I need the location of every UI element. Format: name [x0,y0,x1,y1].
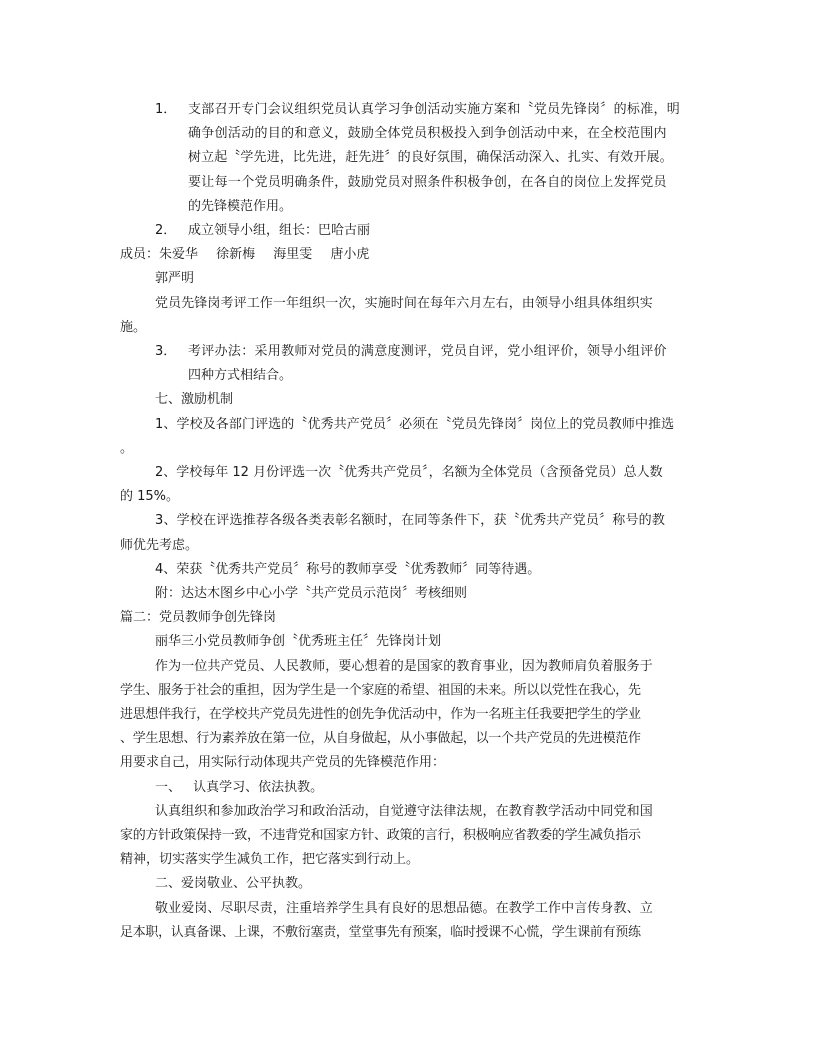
section-heading: 一、 认真学习、依法执教。 [155,780,324,795]
text-line: 考评办法：采用教师对党员的满意度测评，党员自评，党小组评价，领导小组评价 [188,344,667,359]
text-line: 家的方针政策保持一致，不违背党和国家方针、政策的言行，积极响应省教委的学生减负指示 [120,828,641,843]
text-line: 2、学校每年 12 月份评选一次〝优秀共产党员〞，名额为全体党员（含预备党员）总人数 [155,465,663,480]
text-line: 的先锋模范作用。 [188,199,293,214]
text-line: 的 15%。 [120,489,180,504]
text-line: 成员：朱爱华 徐新梅 海里雯 唐小虎 [120,247,370,262]
list-number-1: 1． [155,102,177,117]
list-number-3: 3． [155,344,177,359]
text-line: 确争创活动的目的和意义，鼓励全体党员积极投入到争创活动中来，在全校范围内 [188,126,667,141]
text-line: 要让每一个党员明确条件，鼓励党员对照条件积极争创，在各自的岗位上发挥党员 [188,175,667,190]
text-line: 成立领导小组，组长：巴哈古丽 [188,223,371,238]
text-line: 、学生思想、行为素养放在第一位，从自身做起，从小事做起，以一个共产党员的先进模范作 [120,731,641,746]
text-line: 学生、服务于社会的重担，因为学生是一个家庭的希望、祖国的未来。所以以党性在我心，先 [120,683,641,698]
text-line: 附：达达木图乡中心小学〝共产党员示范岗〞考核细则 [155,586,468,601]
text-line: 施。 [120,320,147,335]
text-line: 师优先考虑。 [120,538,199,553]
section-heading: 二、爱岗敬业、公平执教。 [155,876,312,891]
text-line: 足本职，认真备课、上课，不敷衍塞责，堂堂事先有预案，临时授课不心慌，学生课前有预练 [120,925,641,940]
list-number-2: 2． [155,223,177,238]
text-line: 支部召开专门会议组织党员认真学习争创活动实施方案和〝党员先锋岗〞的标准，明 [188,102,681,117]
text-line: 。 [120,441,134,456]
text-line: 党员先锋岗考评工作一年组织一次，实施时间在每年六月左右，由领导小组具体组织实 [155,296,653,311]
text-line: 3、学校在评选推荐各级各类表彰名额时，在同等条件下，获〝优秀共产党员〞称号的教 [155,513,666,528]
text-line: 精神，切实落实学生减负工作，把它落实到行动上。 [120,852,420,867]
text-line: 1、学校及各部门评选的〝优秀共产党员〞必须在〝党员先锋岗〞岗位上的党员教师中推选 [155,417,675,432]
text-line: 进思想伴我行，在学校共产党员先进性的创先争优活动中，作为一名班主任我要把学生的学业 [120,707,641,722]
text-line: 四种方式相结合。 [188,368,293,383]
text-line: 树立起〝学先进，比先进，赶先进〞的良好氛围，确保活动深入、扎实、有效开展。 [188,150,673,165]
text-line: 4、荣获〝优秀共产党员〞称号的教师享受〝优秀教师〞同等待遇。 [155,562,541,577]
document-subtitle: 丽华三小党员教师争创〝优秀班主任〞先锋岗计划 [155,634,442,649]
section-heading: 七、激励机制 [155,392,234,407]
section-heading: 篇二：党员教师争创先锋岗 [120,610,277,625]
text-line: 用要求自己，用实际行动体现共产党员的先锋模范作用： [120,755,446,770]
text-line: 认真组织和参加政治学习和政治活动，自觉遵守法律法规，在教育教学活动中同党和国 [155,804,653,819]
text-line: 作为一位共产党员、人民教师，要心想着的是国家的教育事业，因为教师肩负着服务于 [155,659,653,674]
text-line: 郭严明 [155,271,195,286]
text-line: 敬业爱岗、尽职尽责，注重培养学生具有良好的思想品德。在教学工作中言传身教、立 [155,901,653,916]
